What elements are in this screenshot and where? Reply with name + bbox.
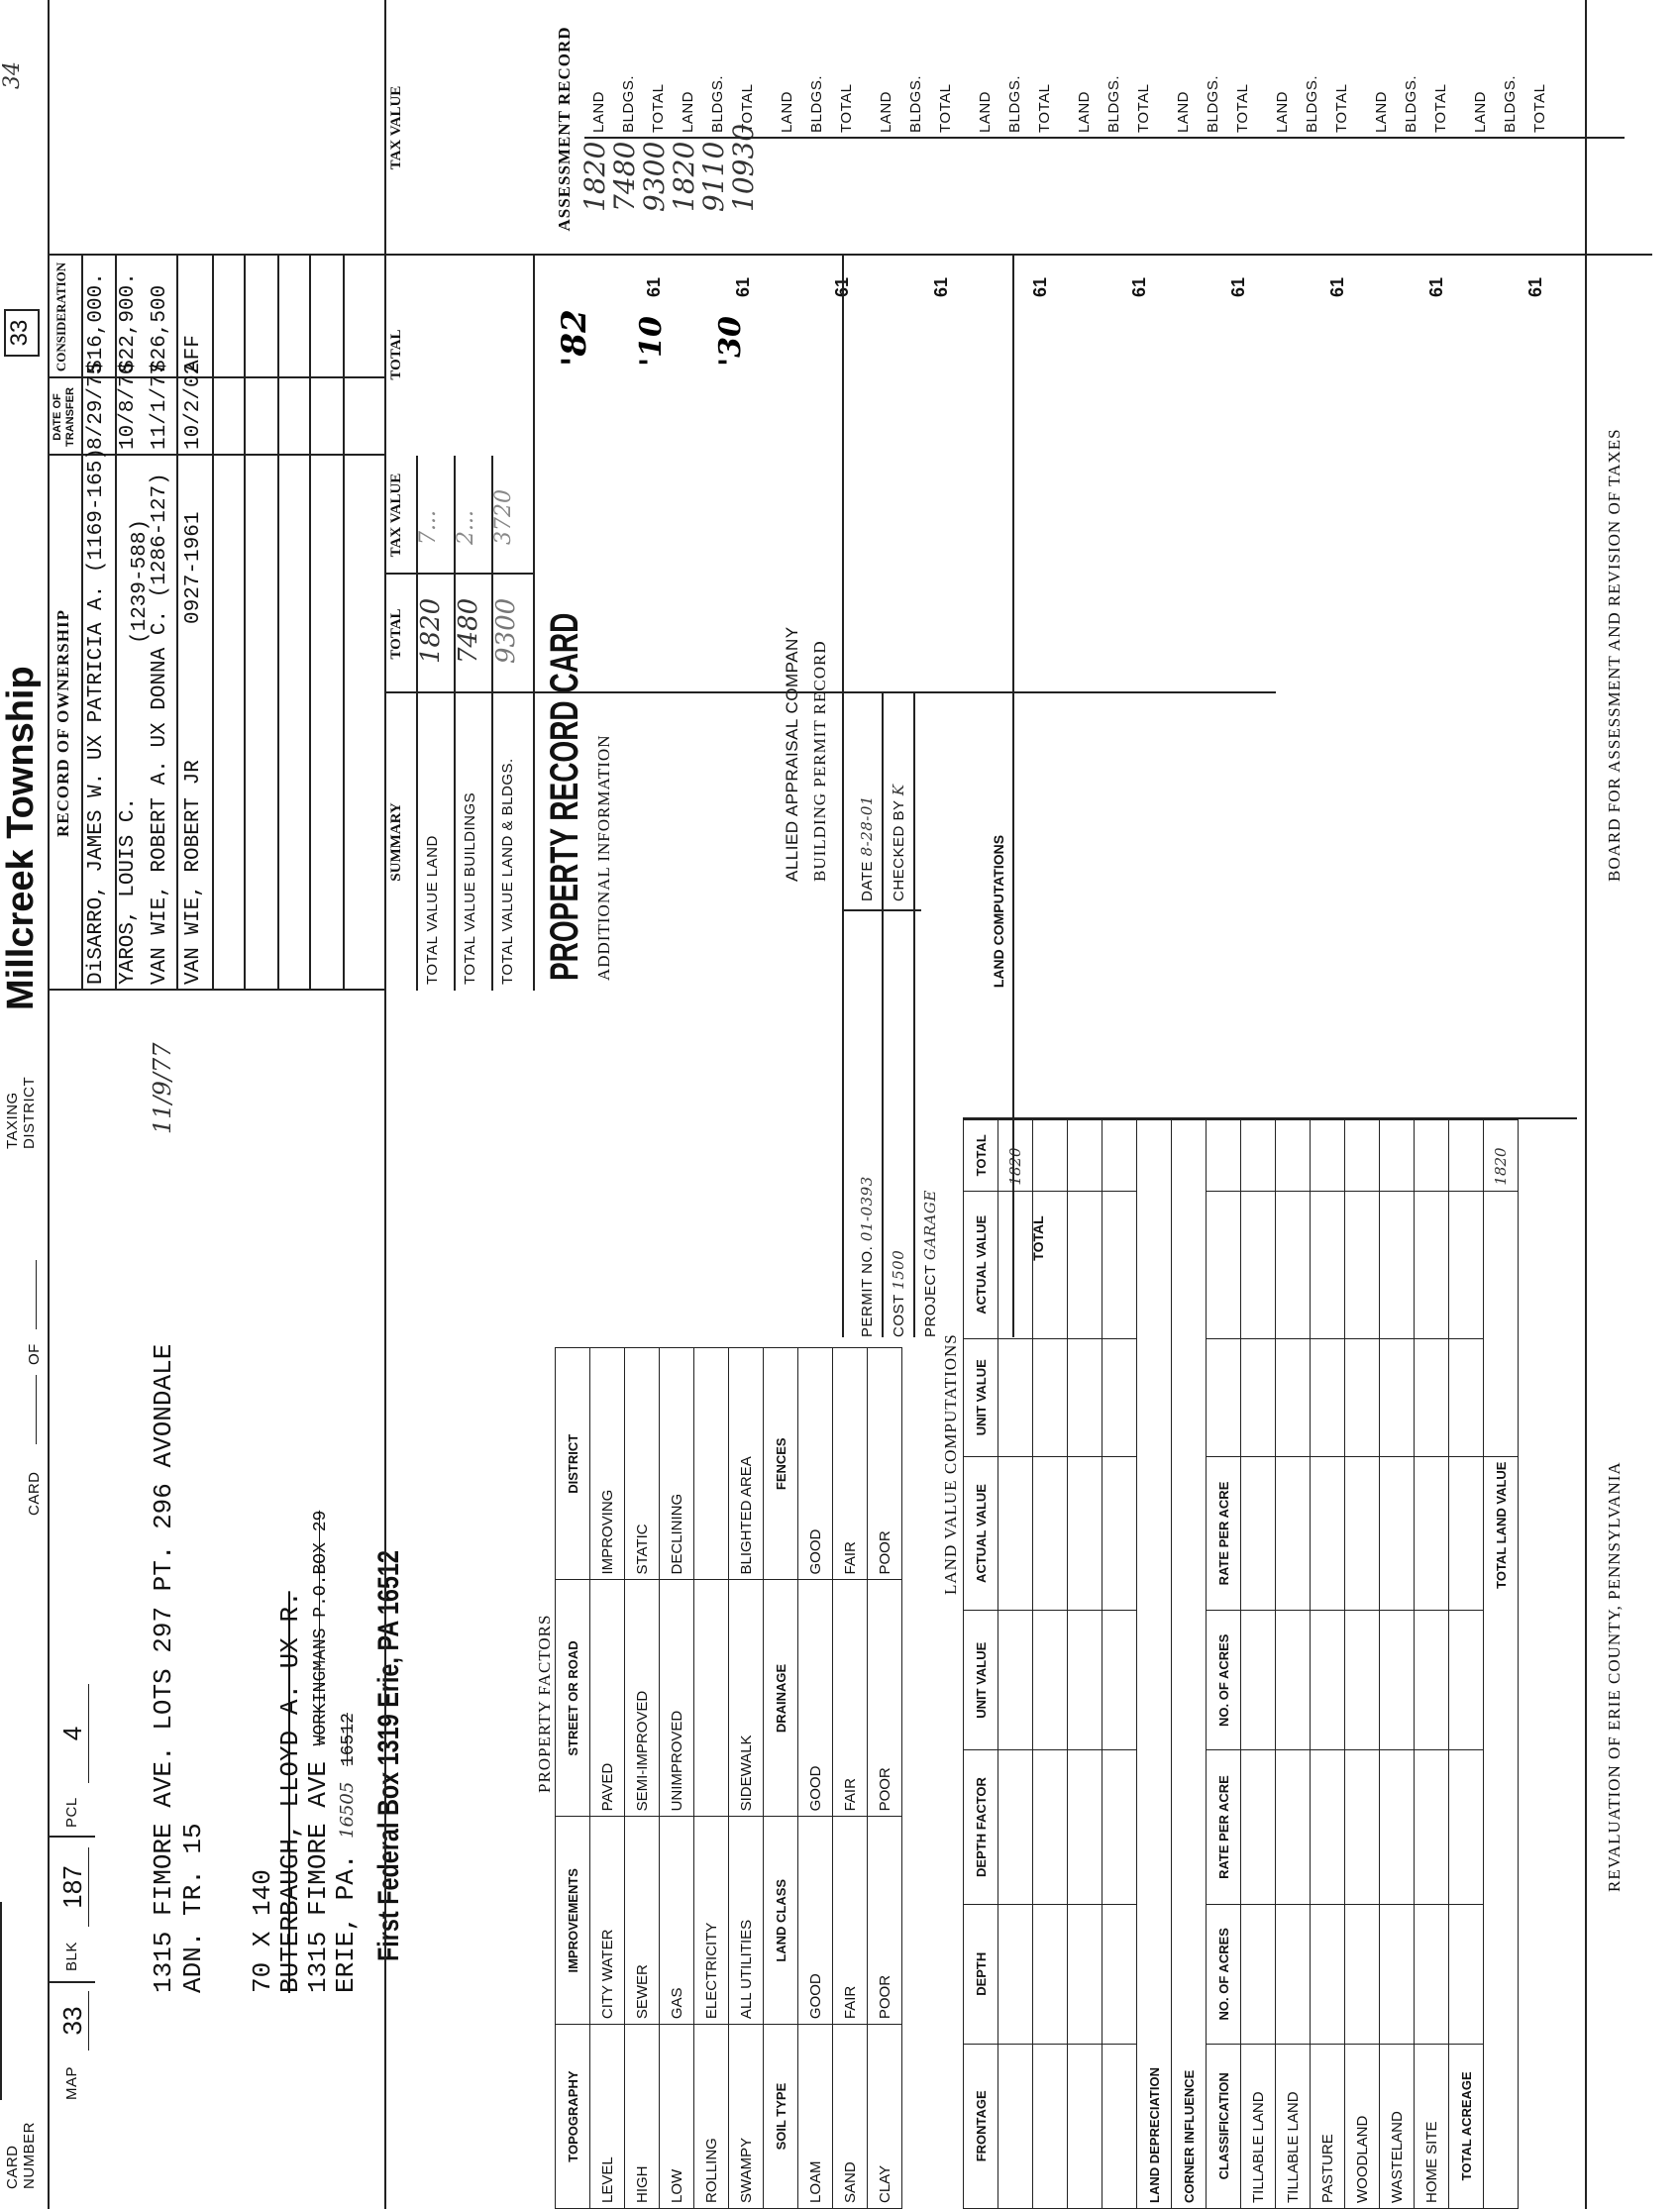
map-label: MAP (63, 2065, 80, 2100)
assessment-block5-land: LAND (977, 90, 994, 133)
assessment-block8-land: LAND (1274, 90, 1291, 133)
assessment-table (578, 0, 1625, 252)
improvements-header: IMPROVEMENTS (556, 1817, 590, 2025)
ownership-title: RECORD OF OWNERSHIP (53, 609, 72, 837)
property-factors-table: TOPOGRAPHY IMPROVEMENTS STREET OR ROAD DISTRICT LEVEL CITY WATER PAVED IMPROVING HIGH SEWER SEMI-IMPROVED STATIC LOW GAS UNIMPROVED DECLINING ROLLING ELECTRICITY SWAMPY ALL UTILITIES SIDEWALK BLIGHTED AREA SOIL TYPE LAND CLASS DRAINAGE FENCES LOAM GOOD GOOD GOOD SAND FAIR FAIR FAIR CLAY POOR POOR POOR (555, 1347, 902, 2209)
appraisal-company: ALLIED APPRAISAL COMPANY (783, 626, 801, 882)
legal-description-line2: ADN. TR. 15 (178, 1823, 208, 1993)
owner-row-4-ref: 0927-1961 (182, 511, 205, 624)
summary-land-tax: 7... (416, 510, 441, 545)
permit-date: 8-28-01 (858, 795, 876, 857)
district-header: DISTRICT (556, 1348, 590, 1581)
land-class-header: LAND CLASS (764, 1817, 798, 2025)
total-land-value-amount: 1820 (1484, 1120, 1519, 1192)
land-depreciation: LAND DEPRECIATION (1137, 1120, 1172, 2209)
permit-date-row: DATE 8-28-01 (858, 795, 876, 901)
assessment-block9-total: TOTAL (1432, 83, 1449, 133)
card-number-label: CARD NUMBER (4, 2121, 38, 2189)
assessment-value-1: 1820 (578, 141, 611, 212)
land-computations-total: TOTAL (1030, 1215, 1046, 1261)
page-number: 34 (0, 61, 25, 89)
assessment-block2-bldgs: BLDGS. (709, 74, 726, 133)
cost-row: COST 1500 (890, 1249, 907, 1337)
owner-row-1-date: 8/29/75 (85, 362, 108, 450)
footer-left: REVALUATION OF ERIE COUNTY, PENNSYLVANIA (1605, 1461, 1624, 1892)
assessment-year-mark-2: '10 (634, 316, 669, 367)
assessment-code-2: 61 (733, 276, 753, 297)
lot-dimensions: 70 X 140 (248, 1869, 277, 1993)
building-permit-title: BUILDING PERMIT RECORD (810, 640, 829, 882)
summary-tax-value-header: TAX VALUE (388, 473, 404, 558)
previous-owner: BUTERBAUGH, LLOYD A. UX R. (275, 1591, 305, 1993)
assessment-block9-land: LAND (1373, 90, 1390, 133)
assessment-code-1: 61 (644, 276, 664, 297)
pcl-label: PCL (63, 1797, 80, 1828)
previous-address-line2: ERIE, PA. 16505 16512 (331, 1713, 361, 1993)
assessment-code-9: 61 (1426, 276, 1446, 297)
summary-land-total: 1820 (416, 597, 446, 664)
assessment-code-8: 61 (1327, 276, 1347, 297)
zip-new: 16505 (337, 1781, 358, 1839)
land-computations-title: LAND COMPUTATIONS (991, 834, 1006, 989)
assessment-block4-bldgs: BLDGS. (907, 74, 924, 133)
checked-row: CHECKED BY K (890, 784, 907, 901)
footer-right: BOARD FOR ASSESSMENT AND REVISION OF TAXES (1605, 428, 1624, 882)
owner-row-4: VAN WIE, ROBERT JR (182, 760, 205, 985)
assessment-title: ASSESSMENT RECORD (555, 26, 574, 232)
assessment-block9-bldgs: BLDGS. (1403, 74, 1419, 133)
summary-land-bldgs-total: 9300 (491, 597, 521, 664)
summary-total-header: TOTAL (388, 608, 404, 660)
owner-row-3: VAN WIE, ROBERT A. UX DONNA C. (1286-127) (149, 473, 171, 985)
assessment-block1-land: LAND (590, 90, 607, 133)
assessment-block2-total: TOTAL (739, 83, 756, 133)
zip-old: 16512 (339, 1713, 359, 1767)
taxing-district-label: TAXING DISTRICT (4, 1076, 38, 1149)
assessment-block10-total: TOTAL (1531, 83, 1548, 133)
summary-land-bldgs-tax: 3720 (491, 489, 516, 545)
assessment-block8-total: TOTAL (1333, 83, 1350, 133)
assessment-block7-bldgs: BLDGS. (1205, 74, 1221, 133)
assessment-block10-land: LAND (1472, 90, 1489, 133)
struck-address: WORKINGMANS P.O.BOX 29 (311, 1510, 331, 1746)
assessment-block7-land: LAND (1175, 90, 1192, 133)
assessment-value-2: 7480 (608, 141, 641, 212)
fences-header: FENCES (764, 1348, 798, 1581)
assessment-tax-value-header: TAX VALUE (388, 85, 404, 170)
project-name: GARAGE (921, 1190, 939, 1261)
pcl-value: 4 (57, 1684, 89, 1783)
owner-row-2-ref: (1239-588) (129, 518, 152, 644)
permit-row: PERMIT NO. 01-0393 (858, 1176, 876, 1337)
land-value-row1-total: 1820 (998, 1120, 1033, 1192)
owner-row-1: DiSARRO, JAMES W. UX PATRICIA A. (1169-165) (85, 448, 108, 985)
assessment-value-3: 9300 (638, 141, 671, 212)
assessment-year-mark-3: '30 (713, 316, 748, 367)
assessment-block7-total: TOTAL (1234, 83, 1251, 133)
assessment-code-7: 61 (1228, 276, 1248, 297)
street-header: STREET OR ROAD (556, 1580, 590, 1817)
map-value: 33 (57, 1991, 89, 2051)
checked-by: K (890, 784, 907, 796)
blk-label: BLK (63, 1942, 80, 1971)
owner-row-3-date: 11/1/77 (149, 362, 171, 450)
assessment-total-header: TOTAL (388, 329, 404, 380)
assessment-block8-bldgs: BLDGS. (1304, 74, 1320, 133)
legal-description-line1: 1315 FIMORE AVE. LOTS 297 PT. 296 AVONDALE (149, 1343, 178, 1993)
assessment-block6-bldgs: BLDGS. (1105, 74, 1122, 133)
assessment-block2-land: LAND (680, 90, 696, 133)
land-value-title: LAND VALUE COMPUTATIONS (941, 1333, 960, 1595)
assessment-block6-land: LAND (1076, 90, 1093, 133)
assessment-block6-total: TOTAL (1135, 83, 1152, 133)
summary-title: SUMMARY (388, 802, 404, 882)
assessment-block3-land: LAND (779, 90, 795, 133)
owner-row-2-date: 10/8/76 (117, 362, 140, 450)
summary-land-label: TOTAL VALUE LAND (424, 835, 441, 985)
summary-buildings-total: 7480 (454, 597, 483, 664)
previous-address-line1: 1315 FIMORE AVE WORKINGMANS P.O.BOX 29 (303, 1510, 333, 1993)
corner-influence: CORNER INFLUENCE (1172, 1120, 1207, 2209)
blk-value: 187 (57, 1847, 89, 1927)
property-record-card-title: PROPERTY RECORD CARD (543, 612, 586, 981)
assessment-block1-bldgs: BLDGS. (620, 74, 637, 133)
total-acreage: TOTAL ACREAGE (1449, 2044, 1484, 2208)
assessment-block3-bldgs: BLDGS. (808, 74, 825, 133)
assessment-block1-total: TOTAL (650, 83, 667, 133)
owner-row-3-consideration: $26,500 (149, 284, 171, 372)
card-label: CARD (26, 1471, 43, 1516)
township-name: Millcreek Township (0, 666, 42, 1010)
summary-buildings-label: TOTAL VALUE BUILDINGS (462, 791, 478, 985)
owner-row-4-consideration: AFF (182, 335, 205, 372)
assessment-block5-bldgs: BLDGS. (1006, 74, 1023, 133)
project-row: PROJECT GARAGE (921, 1190, 939, 1337)
summary-land-bldgs-label: TOTAL VALUE LAND & BLDGS. (499, 758, 516, 985)
assessment-value-4: 1820 (668, 141, 700, 212)
drainage-header: DRAINAGE (764, 1580, 798, 1817)
owner-row-1-consideration: $16,000. (85, 272, 108, 372)
assessment-value-5: 9110 (697, 141, 730, 212)
permit-cost: 1500 (890, 1249, 907, 1290)
property-factors-title: PROPERTY FACTORS (535, 1614, 554, 1793)
land-value-table: FRONTAGE DEPTH DEPTH FACTOR UNIT VALUE ACTUAL VALUE UNIT VALUE ACTUAL VALUE TOTAL 1820 LAND DEPRECIATION CORNER INFLUENCE CLASSIFICATION NO. OF ACRES RATE PER ACRE NO. OF ACRES RATE PER ACRE TILLABLE LAND TILLABLE LAND PASTURE WOODLAND WASTELAND HOME SITE TOTAL ACREAGE TOTAL LAND VALUE 1820 (963, 1119, 1519, 2209)
district-number-box: 33 (4, 309, 40, 357)
mortgage-holder: First Federal Box 1319 Erie, PA 16512 (372, 1550, 405, 1961)
assessment-block4-total: TOTAL (937, 83, 954, 133)
assessment-block4-land: LAND (878, 90, 894, 133)
soil-type-header: SOIL TYPE (764, 2025, 798, 2209)
assessment-code-6: 61 (1129, 276, 1149, 297)
assessment-code-5: 61 (1030, 276, 1050, 297)
assessment-code-3: 61 (832, 276, 852, 297)
owner-row-4-date: 10/2/02 (182, 362, 205, 450)
total-land-value-label: TOTAL LAND VALUE (1484, 1456, 1519, 2208)
assessment-year-mark-1: '82 (555, 309, 594, 367)
permit-number: 01-0393 (858, 1176, 876, 1242)
assessment-code-4: 61 (931, 276, 951, 297)
date-of-transfer-label: DATE OF TRANSFER (52, 387, 76, 447)
assessment-code-10: 61 (1525, 276, 1545, 297)
assessment-block3-total: TOTAL (838, 83, 855, 133)
consideration-label: CONSIDERATION (53, 262, 68, 372)
assessment-block5-total: TOTAL (1036, 83, 1053, 133)
assessment-block10-bldgs: BLDGS. (1502, 74, 1519, 133)
topography-header: TOPOGRAPHY (556, 2025, 590, 2209)
additional-info-label: ADDITIONAL INFORMATION (594, 734, 613, 981)
of-label: OF (26, 1343, 43, 1365)
assessment-value-6: 10930 (727, 123, 760, 212)
owner-row-2: YAROS, LOUIS C. (117, 796, 140, 985)
side-note-date: 11/9/77 (149, 1042, 176, 1134)
owner-row-2-consideration: $22,900. (117, 272, 140, 372)
summary-buildings-tax: 2... (454, 510, 478, 545)
